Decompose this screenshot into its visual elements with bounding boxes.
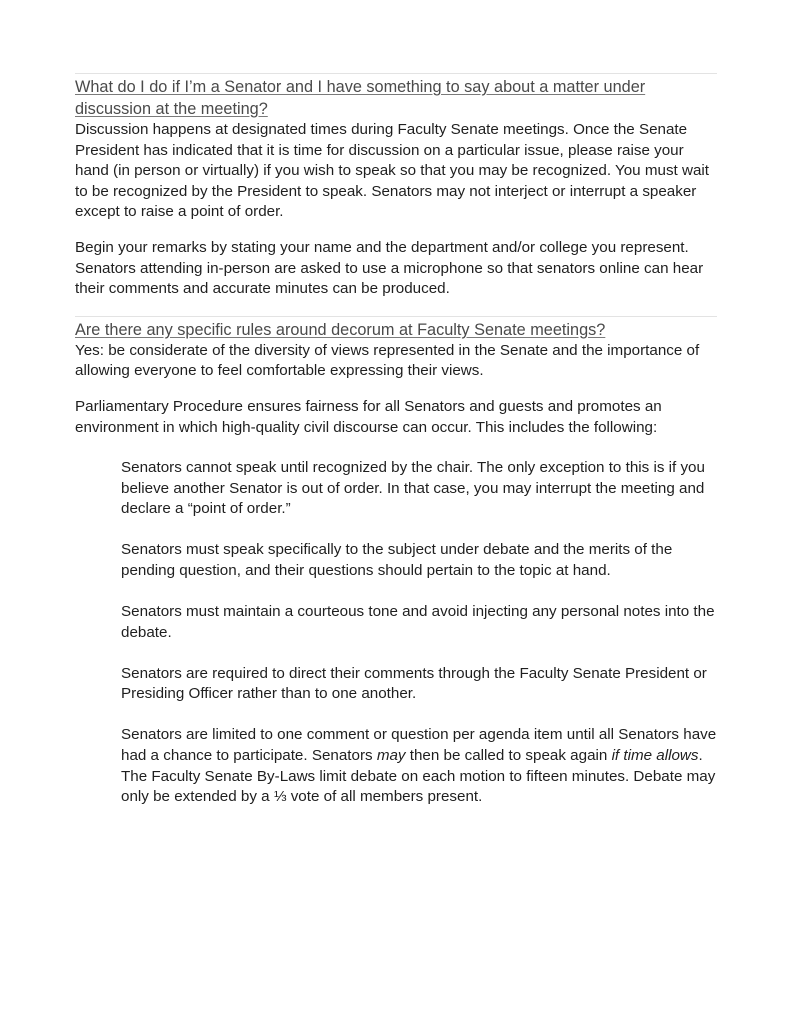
section-divider (75, 316, 717, 317)
rule-item (121, 725, 717, 807)
decorum-rules-list (75, 458, 717, 808)
document-page (75, 73, 717, 828)
faq-answer-paragraph: Parliamentary Procedure ensures fairness for all Senators and guests and promotes an environment in which high-quality civil discourse can occur. This includes the following: (75, 397, 662, 436)
rule-text: . The Faculty Senate By-Laws limit debate on each motion to fifteen minutes. Debate may only be extended by a ⅓ vote of all members present. (121, 747, 716, 806)
rule-item: Senators must speak specifically to the subject under debate and the merits of the pending question, and their questions should pertain to the topic at hand. (121, 541, 673, 579)
section-divider (75, 73, 717, 74)
rule-item: Senators are required to direct their comments through the Faculty Senate President or Presiding Officer rather than to one another. (121, 664, 707, 703)
faq-answer-paragraph: Begin your remarks by stating your name and the department and/or college you represent. Senators attending in-person are asked to use a microphone so that senators online can hear their comments and accurate minutes can be produced. (75, 238, 704, 298)
faq-answer-paragraph: Discussion happens at designated times during Faculty Senate meetings. Once the Senate President has indicated that it is time for discussion on a particular issue, please raise your hand (in person or virtually) if you wish to speak so that you may be recognized. You must wait to be recognized by the President to speak. Senators may not interject or interrupt a speaker except to raise a point of order. (75, 121, 709, 221)
rule-emphasis: if time allows (611, 747, 699, 765)
rule-text: Senators are limited to one comment or question per agenda item until all Senators have had a chance to participate. Senators (121, 726, 717, 765)
rule-emphasis: may (376, 747, 406, 765)
rule-item: Senators must maintain a courteous tone and avoid injecting any personal notes into the debate. (121, 603, 715, 641)
faq-question-heading: What do I do if I’m a Senator and I have something to say about a matter under discussion at the meeting? (75, 78, 646, 118)
faq-answer-paragraph: Yes: be considerate of the diversity of views represented in the Senate and the importance of allowing everyone to feel comfortable expressing their views. (75, 341, 700, 380)
rule-text: then be called to speak again (405, 747, 612, 765)
rule-item: Senators cannot speak until recognized by the chair. The only exception to this is if you believe another Senator is out of order. In that case, you may interrupt the meeting and declare a “point of order.” (121, 459, 705, 518)
faq-question-heading: Are there any specific rules around decorum at Faculty Senate meetings? (75, 320, 606, 339)
